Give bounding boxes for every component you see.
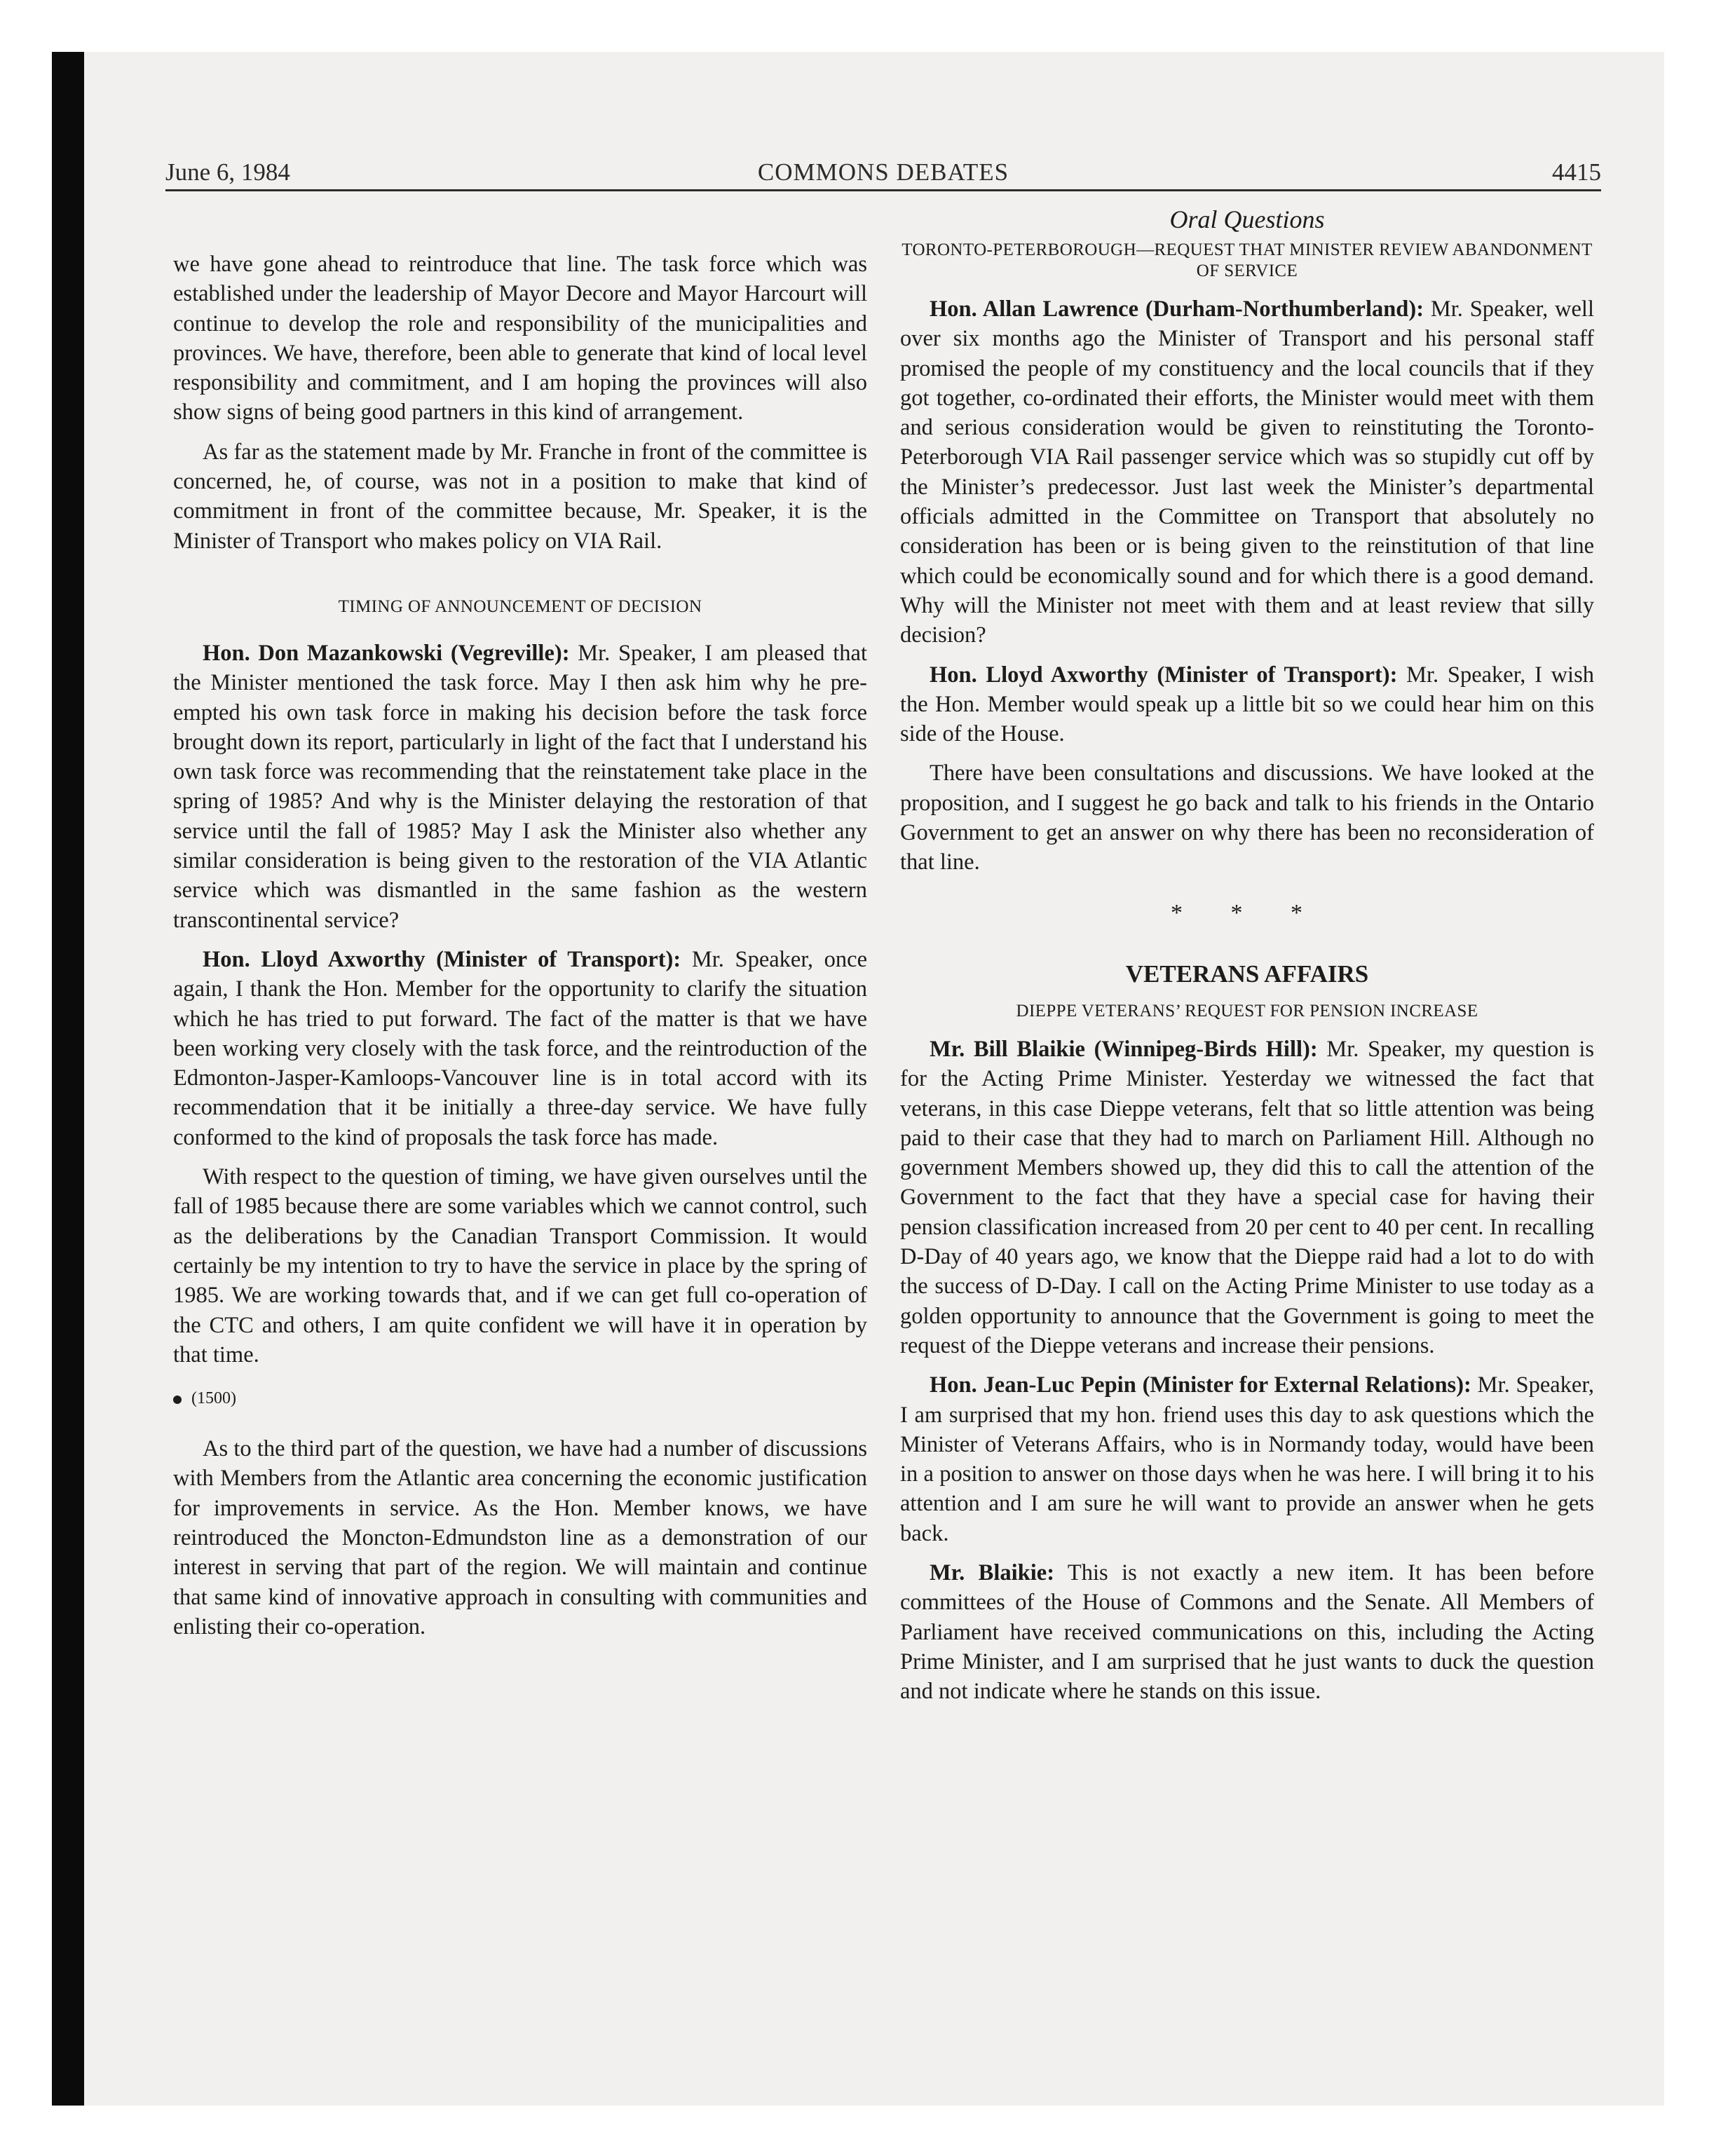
section-subheading: TIMING OF ANNOUNCEMENT OF DECISION — [338, 596, 702, 616]
header-rule — [165, 189, 1601, 191]
time-marker — [173, 1388, 867, 1409]
section-subheading: TORONTO-PETERBOROUGH—REQUEST THAT MINISTER REVIEW ABANDONMENT OF SERVICE — [901, 240, 1593, 280]
speech — [900, 294, 1594, 650]
speech — [173, 945, 867, 1152]
speaker-name: Hon. Don Mazankowski (Vegreville): — [203, 640, 570, 666]
speech — [173, 639, 867, 935]
speech — [900, 1035, 1594, 1360]
section-subheading: DIEPPE VETERANS’ REQUEST FOR PENSION INCREASE — [1016, 1001, 1478, 1021]
speech — [900, 660, 1594, 749]
section-separator: * * * — [1171, 899, 1324, 926]
scan-edge-bar — [52, 52, 84, 2106]
header-date: June 6, 1984 — [165, 158, 290, 186]
paragraph: With respect to the question of timing, we have given ourselves until the fall of 1985 because there are some variables which we cannot control, such as the deliberations by the Canadian Transport Commission. It would certainly be my intention to try to have the service in place by the spring of 1985. We are working towards that, and if we can get full co-operation of the CTC and others, I am quite confident we will have it in operation by that time. — [173, 1164, 867, 1367]
paragraph: As to the third part of the question, we have had a number of discussions with Members from the Atlantic area concerning the economic justification for improvements in service. As the Hon. Member knows, we have reintroduced the Moncton-Edmundston line as a demonstration of our interest in serving that part of the region. We will maintain and continue that same kind of innovative approach in consulting with communities and enlisting their co-operation. — [173, 1436, 867, 1639]
speaker-name: Hon. Lloyd Axworthy (Minister of Transport): — [930, 662, 1398, 688]
speech-text: Mr. Speaker, I am pleased that the Minister mentioned the task force. May I then ask him why he pre-empted his own task force in making his decision before the task force brought down its report, particularly in light of the fact that I understand his own task force was recommending that the reinstatement take place in the spring of 1985? And why is the Minister delaying the restoration of that service until the fall of 1985? May I ask the Minister also whether any similar consideration is being given to the restoration of the VIA Atlantic service which was dismantled in the same fashion as the western transcontinental service? — [173, 640, 867, 933]
speech-text: Mr. Speaker, well over six months ago the Minister of Transport and his personal staff promised the people of my constituency and the local councils that if they got together, co-ordinated their efforts, the Minister would meet with them and serious consideration would be given to reinstituting the Toronto-Peterborough VIA Rail passenger service which was so stupidly cut off by the Minister’s predecessor. Just last week the Minister’s departmental officials admitted in the Committee on Transport that absolutely no consideration has been or is being given to the reinstitution of that line which could be economically sound and for which there is a good demand. Why will the Minister not meet with them and at least review that silly decision? — [900, 296, 1594, 648]
section-kicker: Oral Questions — [1169, 205, 1325, 233]
speaker-name: Mr. Bill Blaikie (Winnipeg-Birds Hill): — [930, 1036, 1318, 1062]
subject-heading: VETERANS AFFAIRS — [1125, 960, 1369, 988]
speech-text: Mr. Speaker, once again, I thank the Hon. Member for the opportunity to clarify the situation which he has tried to put forward. The fact of the matter is that we have been working very closely with the task force, and the reintroduction of the Edmonton-Jasper-Kamloops-Vancouver line is in total accord with its recommendation that it be initially a three-day service. We have fully conformed to the kind of proposals the task force has made. — [173, 946, 867, 1150]
speaker-name: Hon. Jean-Luc Pepin (Minister for External Relations): — [930, 1372, 1471, 1398]
page-number: 4415 — [1552, 158, 1601, 186]
header-title: COMMONS DEBATES — [757, 158, 1009, 186]
running-header — [165, 157, 1601, 188]
left-column — [173, 250, 867, 1651]
paragraph: we have gone ahead to reintroduce that line. The task force which was established under the leadership of Mayor Decore and Mayor Harcourt will continue to develop the role and responsibility of the municipalities and provinces. We have, therefore, been able to generate that kind of local level responsibility and commitment, and I am hoping the provinces will also show signs of being good partners in this kind of arrangement. — [173, 252, 867, 425]
speaker-name: Hon. Allan Lawrence (Durham-Northumberland): — [930, 296, 1424, 322]
bullet-icon — [173, 1396, 182, 1404]
speech — [900, 1558, 1594, 1706]
paragraph: There have been consultations and discussions. We have looked at the proposition, and I suggest he go back and talk to his friends in the Ontario Government to get an answer on why there has been no reconsideration of that line. — [900, 760, 1594, 875]
speech-text: Mr. Speaker, I wish the Hon. Member would speak up a little bit so we could hear him on this side of the House. — [900, 662, 1594, 747]
right-column — [900, 203, 1594, 1716]
speech — [900, 1370, 1594, 1548]
speaker-name: Hon. Lloyd Axworthy (Minister of Transport): — [203, 946, 681, 972]
time-marker-text: (1500) — [191, 1389, 236, 1408]
speaker-name: Mr. Blaikie: — [930, 1560, 1055, 1585]
speech-text: Mr. Speaker, my question is for the Acting Prime Minister. Yesterday we witnessed the fact that veterans, in this case Dieppe veterans, felt that so little attention was being paid to their case that they had to march on Parliament Hill. Although no government Members showed up, they did this to call the attention of the Government to the fact that they have a special case for having their pension classification increased from 20 per cent to 40 per cent. In recalling D-Day of 40 years ago, we know that the Dieppe raid had a lot to do with the success of D-Day. I call on the Acting Prime Minister to use today as a golden opportunity to announce that the Government is going to meet the request of the Dieppe veterans and increase their pensions. — [900, 1036, 1594, 1358]
paragraph: As far as the statement made by Mr. Franche in front of the committee is concerned, he, of course, was not in a position to make that kind of commitment in front of the committee because, Mr. Speaker, it is the Minister of Transport who makes policy on VIA Rail. — [173, 439, 867, 554]
speech-text: Mr. Speaker, I am surprised that my hon. friend uses this day to ask questions which the Minister of Veterans Affairs, who is in Normandy today, would have been in a position to answer on those days when he was here. I will bring it to his attention and I am sure he will want to provide an answer when he gets back. — [900, 1372, 1594, 1546]
speech-text: This is not exactly a new item. It has been before committees of the House of Commons and the Senate. All Members of Parliament have received communications on this, including the Acting Prime Minister, and I am surprised that he just wants to duck the question and not indicate where he stands on this issue. — [900, 1560, 1594, 1705]
